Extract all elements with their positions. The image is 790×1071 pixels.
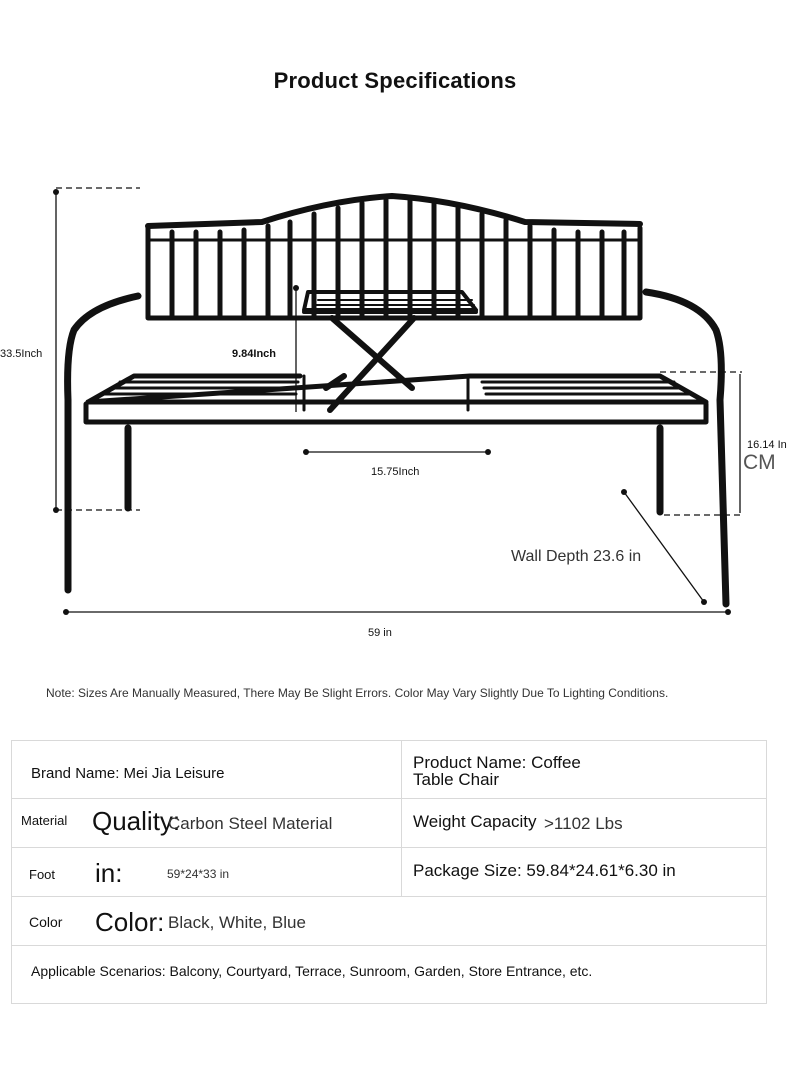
seat-height-unit: CM (743, 451, 776, 474)
color-big-label: Color: (95, 907, 165, 937)
quality-label: Quality: (92, 806, 181, 836)
table-height-label: 9.84Inch (232, 348, 277, 360)
product-name-line1: Product Name: Coffee (413, 753, 581, 772)
weight-label: Weight Capacity (413, 812, 537, 831)
material-label: Material (21, 813, 68, 828)
column-divider (401, 847, 402, 896)
column-divider (401, 798, 402, 847)
in-label: in: (95, 858, 123, 888)
page-title: Product Specifications (273, 68, 517, 93)
height-label: 33.5Inch (0, 348, 43, 360)
brand-name: Brand Name: Mei Jia Leisure (31, 765, 225, 782)
spec-row-color (12, 896, 766, 946)
bench-illustration (68, 196, 726, 604)
applicable-scenarios: Applicable Scenarios: Balcony, Courtyard, Terrace, Sunroom, Garden, Store Entrance, etc. (31, 963, 593, 979)
measurement-note: Note: Sizes Are Manually Measured, There May Be Slight Errors. Color May Vary Slightly Due To Lighting Conditions. (46, 686, 669, 700)
color-label: Color (29, 914, 63, 930)
package-size: Package Size: 59.84*24.61*6.30 in (413, 861, 676, 880)
color-value: Black, White, Blue (168, 913, 306, 932)
column-divider (401, 741, 402, 798)
table-width-label: 15.75Inch (371, 466, 420, 478)
spec-row-scenarios (12, 945, 766, 1003)
spec-row-foot (12, 847, 766, 897)
spec-row-material (12, 798, 766, 848)
seat-height-label: 16.14 In (747, 439, 787, 451)
width-label: 59 in (368, 627, 392, 639)
foot-label: Foot (29, 867, 56, 882)
depth-label: Wall Depth 23.6 in (511, 548, 642, 565)
in-value: 59*24*33 in (167, 867, 230, 881)
quality-value: Carbon Steel Material (168, 814, 333, 833)
product-name-line2: Table Chair (413, 770, 499, 789)
spec-table (11, 740, 767, 1004)
weight-value: >1102 Lbs (544, 814, 623, 833)
spec-row-brand (12, 741, 766, 799)
bench-diagram (0, 170, 790, 650)
